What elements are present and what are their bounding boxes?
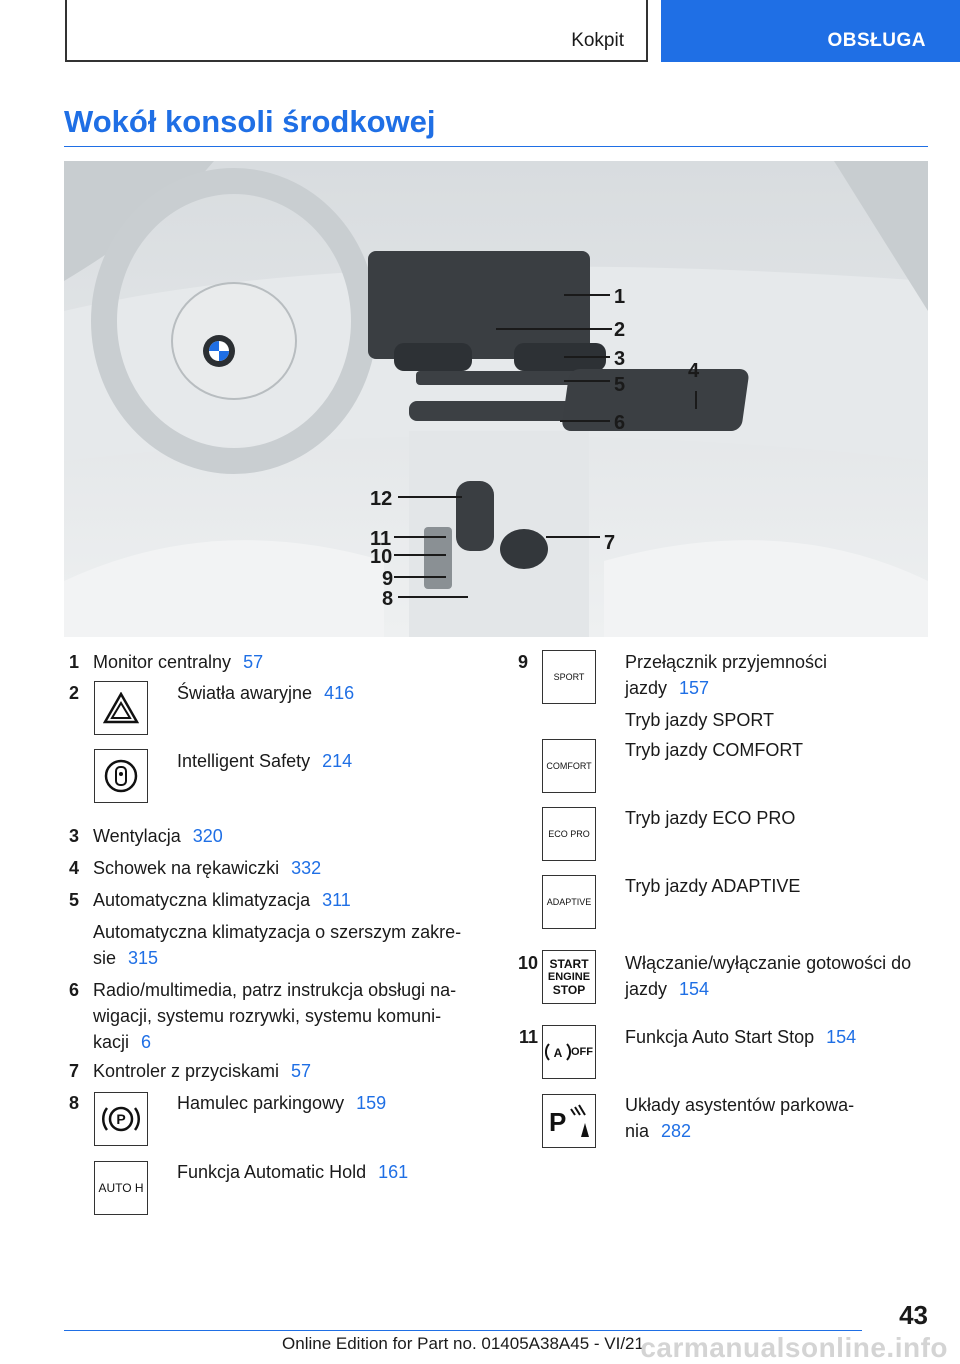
item-text: Monitor centralny	[93, 652, 232, 672]
controller-knob	[500, 529, 548, 569]
page-ref-link[interactable]: 57	[243, 652, 264, 672]
item-text: Kontroler z przyciskami	[93, 1061, 280, 1081]
item-text: wigacji, systemu rozrywki, systemu komuni-	[93, 1006, 442, 1026]
item-text: nia	[625, 1121, 650, 1141]
item-number: 8	[68, 1093, 79, 1113]
icon-label: AUTO H	[98, 1181, 144, 1195]
icon-label: ECO PRO	[548, 829, 590, 839]
intelligent-safety-icon	[94, 749, 148, 803]
item-text: Tryb jazdy COMFORT	[625, 740, 804, 760]
svg-text:A: A	[553, 1046, 563, 1060]
item-text: Funkcja Automatic Hold	[177, 1162, 367, 1182]
comfort-mode-icon	[542, 739, 596, 793]
icon-label: OFF	[571, 1046, 593, 1058]
list-item	[93, 1058, 311, 1084]
page-ref-link[interactable]: 154	[679, 979, 710, 999]
callout-2: 2	[614, 319, 626, 341]
icon-label: COMFORT	[546, 761, 592, 771]
page-ref-link[interactable]: 57	[291, 1061, 312, 1081]
page-ref-link[interactable]: 161	[378, 1162, 409, 1182]
item-text: Funkcja Auto Start Stop	[625, 1027, 815, 1047]
icon-label: START	[549, 956, 589, 971]
item-text: Hamulec parkingowy	[177, 1093, 345, 1113]
callout-6: 6	[614, 412, 626, 434]
gear-selector	[456, 481, 494, 551]
icon-label: STOP	[552, 982, 586, 997]
item-number: 9	[517, 652, 528, 672]
page-ref-link[interactable]: 159	[356, 1093, 387, 1113]
list-item	[177, 748, 352, 774]
header-chapter-tab	[661, 0, 960, 62]
section-label: Kokpit	[571, 30, 624, 51]
list-item	[625, 1092, 854, 1144]
item-text: Układy asystentów parkowa-	[625, 1095, 855, 1115]
callout-4: 4	[688, 360, 700, 382]
callout-8: 8	[382, 588, 394, 610]
page-ref-link[interactable]: 416	[324, 683, 355, 703]
chapter-label: OBSŁUGA	[827, 30, 926, 51]
callout-3: 3	[614, 348, 626, 370]
item-text: Automatyczna klimatyzacja o szerszym zakre-	[93, 922, 462, 942]
item-text: jazdy	[625, 678, 668, 698]
start-engine-stop-icon	[542, 950, 596, 1004]
parking-assistant-icon	[542, 1094, 596, 1148]
item-number: 3	[68, 826, 79, 846]
list-item	[93, 855, 321, 881]
parking-brake-icon	[94, 1092, 148, 1146]
list-item	[177, 1090, 386, 1116]
header-left-tab	[65, 0, 648, 62]
item-subtext: Tryb jazdy SPORT	[625, 710, 775, 730]
page-title: Wokół konsoli środkowej	[64, 104, 436, 139]
eco-pro-mode-icon	[542, 807, 596, 861]
item-number: 7	[68, 1061, 79, 1081]
icon-label: ADAPTIVE	[546, 897, 592, 907]
page-ref-link[interactable]: 320	[192, 826, 223, 846]
page-ref-link[interactable]: 315	[128, 948, 159, 968]
auto-hold-icon	[94, 1161, 148, 1215]
item-number: 2	[68, 683, 79, 703]
item-number: 1	[68, 652, 79, 672]
page-ref-link[interactable]: 332	[291, 858, 322, 878]
item-text: jazdy	[625, 979, 668, 999]
page-ref-link[interactable]: 157	[679, 678, 710, 698]
list-item	[625, 649, 827, 733]
callout-12: 12	[370, 488, 393, 510]
cockpit-illustration	[64, 161, 928, 637]
list-item	[177, 1159, 408, 1185]
auto-start-stop-icon	[542, 1025, 596, 1079]
adaptive-mode-icon	[542, 875, 596, 929]
list-item	[625, 873, 800, 899]
page-ref-link[interactable]: 311	[322, 890, 351, 910]
vent-left	[394, 343, 472, 371]
item-text: Schowek na rękawiczki	[93, 858, 280, 878]
hazard-warning-icon	[94, 681, 148, 735]
item-number: 5	[68, 890, 79, 910]
item-number: 4	[68, 858, 79, 878]
callout-9: 9	[382, 568, 394, 590]
item-text: Automatyczna klimatyzacja	[93, 890, 311, 910]
page-ref-link[interactable]: 6	[141, 1032, 152, 1052]
sport-mode-icon	[542, 650, 596, 704]
item-text: kacji	[93, 1032, 130, 1052]
item-text: Intelligent Safety	[177, 751, 311, 771]
page-number: 43	[899, 1300, 928, 1330]
watermark: carmanualsonline.info	[640, 1332, 948, 1363]
item-number: 10	[517, 953, 538, 973]
item-text: Tryb jazdy ECO PRO	[625, 808, 796, 828]
item-text: Wentylacja	[93, 826, 181, 846]
list-item	[93, 919, 461, 971]
footer-edition: Online Edition for Part no. 01405A38A45 - VI/21	[282, 1334, 644, 1353]
title-rule	[64, 146, 928, 147]
list-item	[177, 680, 354, 706]
list-item	[93, 823, 223, 849]
radio-panel	[409, 401, 589, 421]
callout-11: 11	[370, 528, 392, 550]
item-text: Światła awaryjne	[177, 683, 313, 703]
item-number: 11	[518, 1027, 538, 1047]
icon-label: SPORT	[553, 672, 585, 682]
icon-label: ENGINE	[547, 970, 591, 983]
page-ref-link[interactable]: 154	[826, 1027, 857, 1047]
item-text: Włączanie/wyłączanie gotowości do	[625, 953, 912, 973]
central-display	[368, 251, 590, 359]
page-ref-link[interactable]: 214	[322, 751, 353, 771]
list-item	[93, 887, 351, 913]
item-text: Radio/multimedia, patrz instrukcja obsługi na-	[93, 980, 457, 1000]
item-text: Tryb jazdy ADAPTIVE	[625, 876, 801, 896]
page-ref-link[interactable]: 282	[661, 1121, 692, 1141]
footer-rule	[64, 1330, 862, 1331]
svg-text:P: P	[116, 1111, 126, 1127]
item-number: 6	[68, 980, 79, 1000]
item-text: sie	[93, 948, 117, 968]
list-item	[625, 950, 911, 1002]
list-item	[625, 737, 803, 763]
list-item	[93, 977, 456, 1055]
list-item	[625, 805, 795, 831]
callout-5: 5	[614, 374, 626, 396]
steering-hub	[172, 283, 296, 399]
list-item	[93, 649, 263, 675]
item-text: Przełącznik przyjemności	[625, 652, 828, 672]
callout-10: 10	[370, 546, 393, 568]
callout-1: 1	[614, 286, 626, 308]
callout-7: 7	[604, 532, 616, 554]
list-item	[625, 1024, 856, 1050]
svg-text:P: P	[549, 1107, 567, 1137]
